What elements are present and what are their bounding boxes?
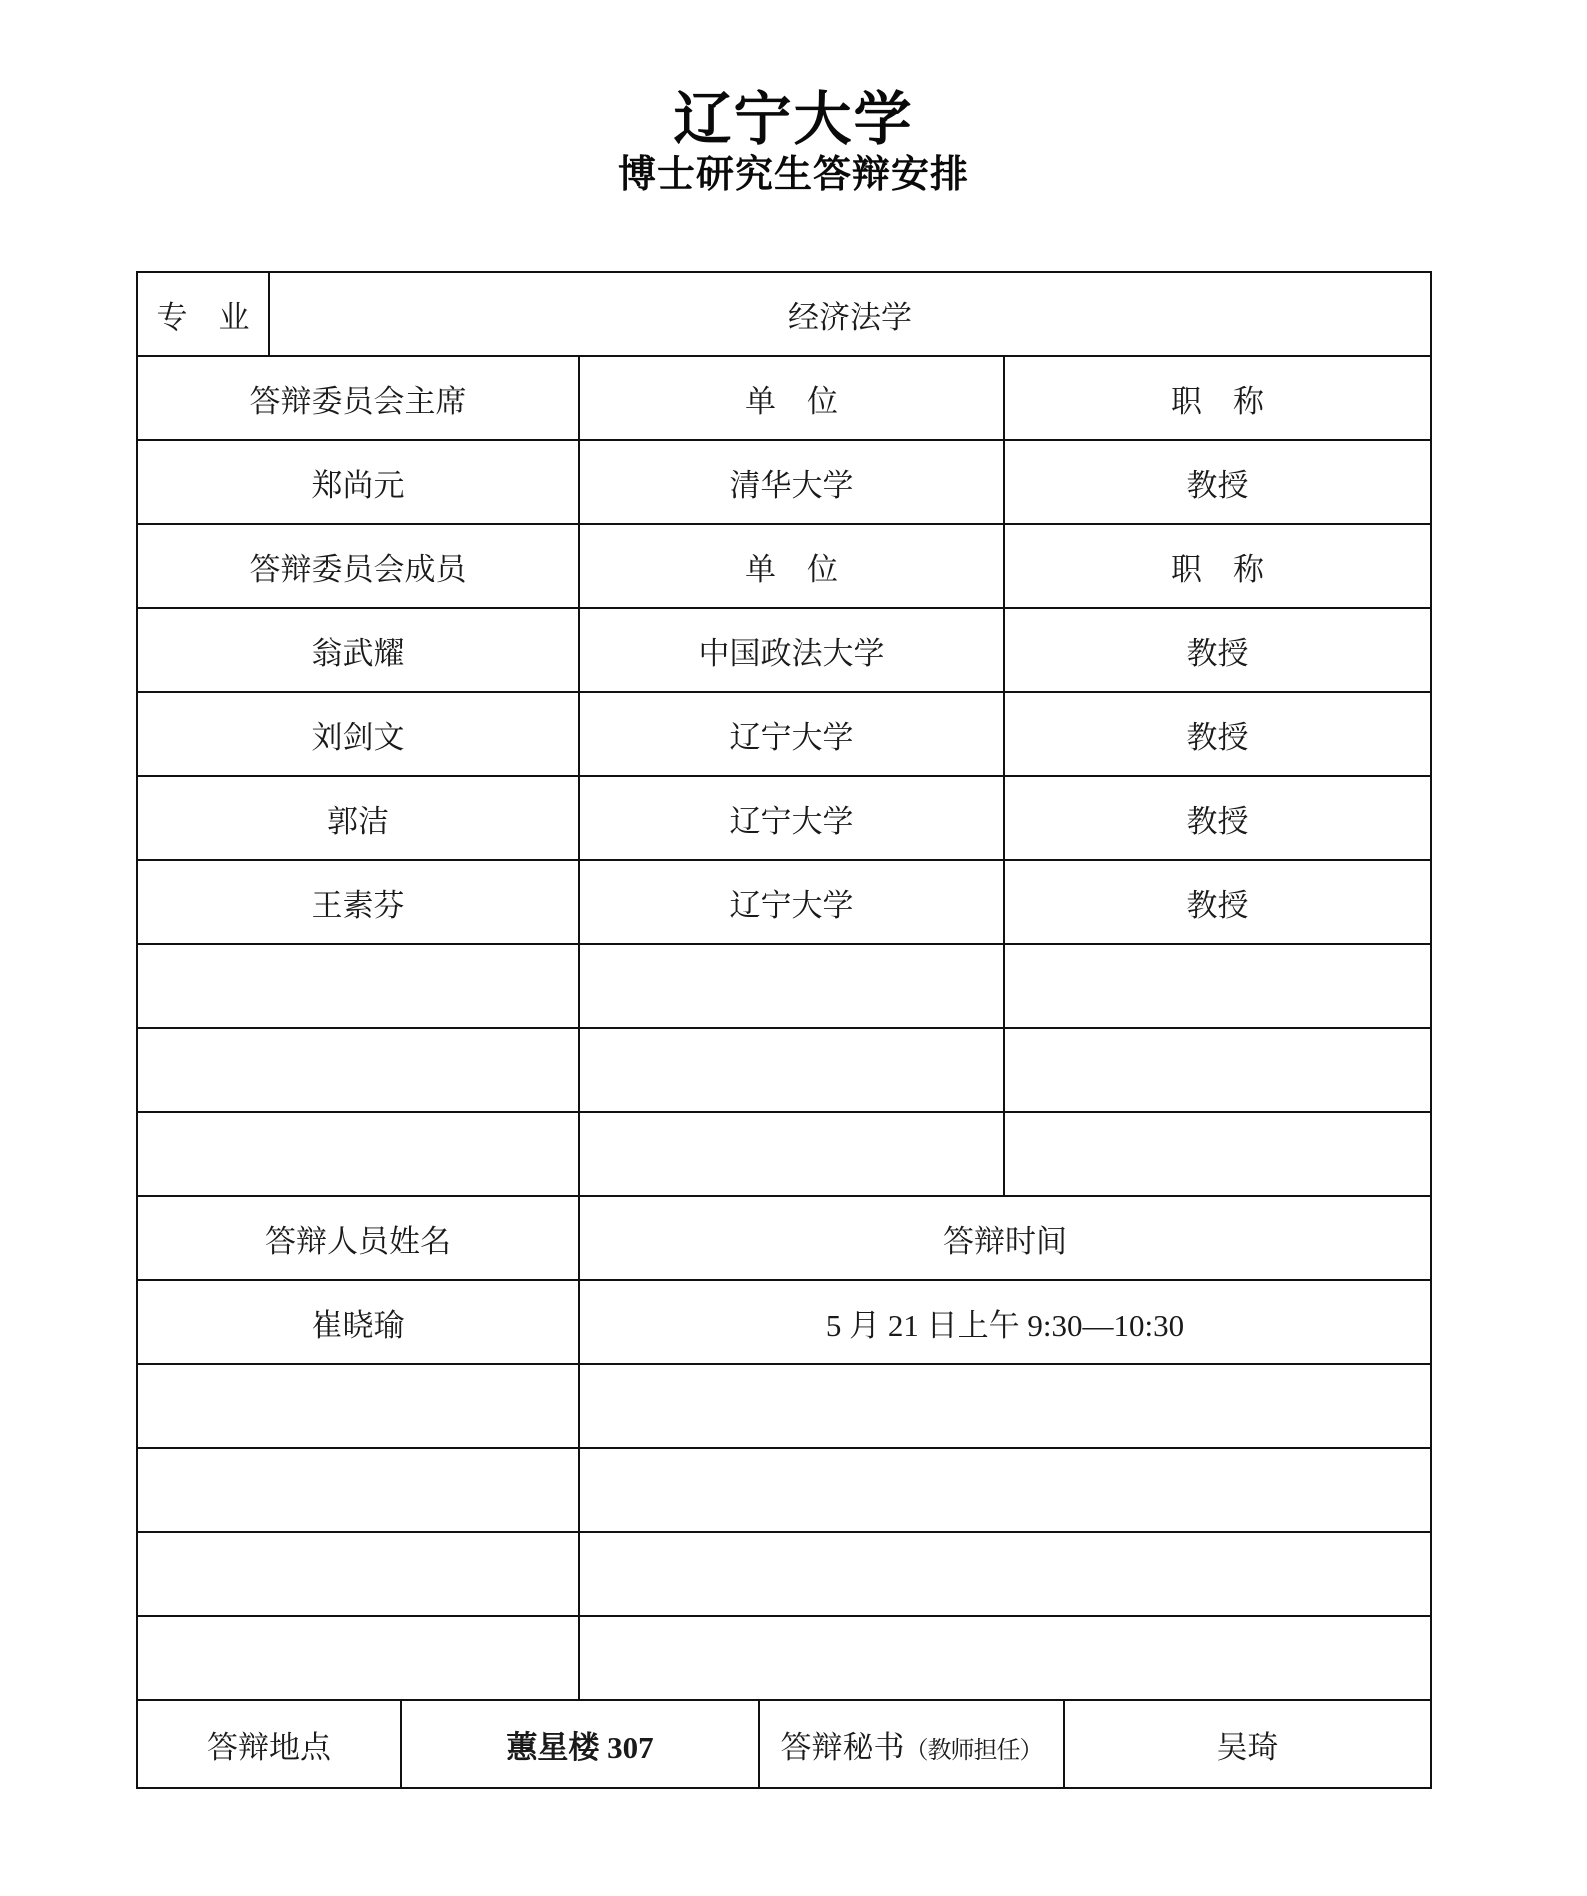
member-title-cell: 教授: [1004, 860, 1431, 944]
defense-time-cell: 5 月 21 日上午 9:30—10:30: [579, 1280, 1431, 1364]
defense-time-cell: [579, 1364, 1431, 1448]
member-unit-cell: [579, 944, 1004, 1028]
member-title-cell: [1004, 944, 1431, 1028]
member-name-cell: [137, 944, 579, 1028]
member-row: [137, 692, 1431, 776]
secretary-label: 答辩秘书: [780, 1729, 905, 1765]
defense-time-header-cell: 答辩时间: [579, 1196, 1431, 1280]
major-row: [137, 272, 1431, 356]
candidate-row-empty: [137, 1364, 1431, 1448]
member-name-cell: 刘剑文: [137, 692, 579, 776]
member-unit-cell: 辽宁大学: [579, 860, 1004, 944]
major-label-cell: 专 业: [137, 272, 269, 356]
candidate-row-empty: [137, 1532, 1431, 1616]
member-header-row: [137, 524, 1431, 608]
member-name-cell: [137, 1028, 579, 1112]
secretary-note: （教师担任）: [904, 1737, 1043, 1764]
member-title-cell: 教授: [1004, 692, 1431, 776]
location-label-cell: 答辩地点: [137, 1700, 401, 1788]
member-header-cell: 答辩委员会成员: [137, 524, 579, 608]
candidate-name-cell: [137, 1448, 579, 1532]
chair-header-cell: 答辩委员会主席: [137, 356, 579, 440]
footer-row: [137, 1700, 1431, 1788]
member-row: [137, 608, 1431, 692]
title-header-cell: 职 称: [1004, 356, 1431, 440]
page-title: 辽宁大学: [673, 87, 914, 152]
chair-name-cell: 郑尚元: [137, 440, 579, 524]
member-row-empty: [137, 1112, 1431, 1196]
candidate-row-empty: [137, 1616, 1431, 1700]
member-row-empty: [137, 944, 1431, 1028]
member-name-cell: [137, 1112, 579, 1196]
member-title-cell: 教授: [1004, 776, 1431, 860]
candidate-name-cell: 崔晓瑜: [137, 1280, 579, 1364]
member-row: [137, 776, 1431, 860]
candidate-name-header-cell: 答辩人员姓名: [137, 1196, 579, 1280]
major-value-cell: 经济法学: [269, 272, 1431, 356]
location-value-cell: 蕙星楼 307: [401, 1700, 759, 1788]
member-title-cell: 教授: [1004, 608, 1431, 692]
chair-row: [137, 440, 1431, 524]
candidate-name-cell: [137, 1616, 579, 1700]
candidate-name-cell: [137, 1532, 579, 1616]
member-name-cell: 王素芬: [137, 860, 579, 944]
unit-header-cell: 单 位: [579, 356, 1004, 440]
member-unit-cell: [579, 1112, 1004, 1196]
member-name-cell: 郭洁: [137, 776, 579, 860]
defense-time-cell: [579, 1616, 1431, 1700]
member-title-cell: [1004, 1028, 1431, 1112]
secretary-value-cell: 吴琦: [1064, 1700, 1431, 1788]
member-title-cell: [1004, 1112, 1431, 1196]
defense-arrangement-table: [136, 271, 1432, 1789]
member-unit-cell: 辽宁大学: [579, 776, 1004, 860]
candidate-row-empty: [137, 1448, 1431, 1532]
chair-header-row: [137, 356, 1431, 440]
candidate-name-cell: [137, 1364, 579, 1448]
member-unit-cell: [579, 1028, 1004, 1112]
page-subtitle: 博士研究生答辩安排: [617, 154, 969, 196]
chair-unit-cell: 清华大学: [579, 440, 1004, 524]
member-name-cell: 翁武耀: [137, 608, 579, 692]
member-row-empty: [137, 1028, 1431, 1112]
title-header-cell: 职 称: [1004, 524, 1431, 608]
defense-time-cell: [579, 1532, 1431, 1616]
member-unit-cell: 辽宁大学: [579, 692, 1004, 776]
chair-title-cell: 教授: [1004, 440, 1431, 524]
candidate-row: [137, 1280, 1431, 1364]
member-row: [137, 860, 1431, 944]
secretary-label-cell: [759, 1700, 1064, 1788]
member-unit-cell: 中国政法大学: [579, 608, 1004, 692]
defense-time-cell: [579, 1448, 1431, 1532]
candidate-header-row: [137, 1196, 1431, 1280]
unit-header-cell: 单 位: [579, 524, 1004, 608]
